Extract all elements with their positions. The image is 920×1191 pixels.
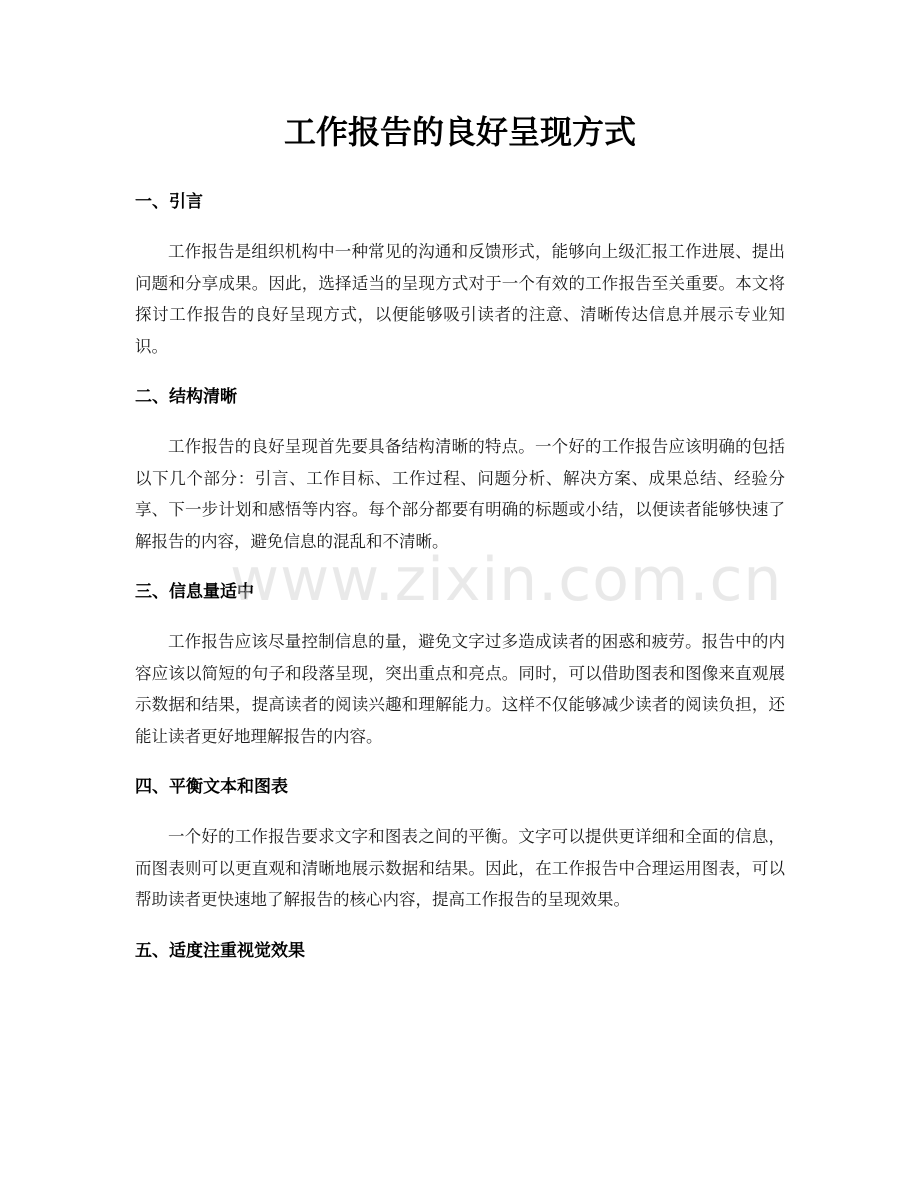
section-balance-text-charts	[135, 771, 785, 916]
section-heading: 五、适度注重视觉效果	[135, 940, 305, 961]
section-heading: 四、平衡文本和图表	[135, 777, 288, 797]
section-paragraph: 工作报告应该尽量控制信息的量，避免文字过多造成读者的困惑和疲劳。报告中的内容应该以简短的句子和段落呈现，突出重点和亮点。同时，可以借助图表和图像来直观展示数据和结果，提高读者的阅读兴趣和理解能力。这样不仅能够减少读者的阅读负担，还能让读者更好地理解报告的内容。	[135, 632, 785, 746]
section-heading: 三、信息量适中	[135, 582, 254, 602]
section-paragraph: 工作报告的良好呈现首先要具备结构清晰的特点。一个好的工作报告应该明确的包括以下几个部分：引言、工作目标、工作过程、问题分析、解决方案、成果总结、经验分享、下一步计划和感悟等内容。每个部分都要有明确的标题或小结，以便读者能够快速了解报告的内容，避免信息的混乱和不清晰。	[135, 437, 785, 551]
section-heading: 一、引言	[135, 192, 203, 212]
section-clear-structure	[135, 381, 785, 557]
section-moderate-information	[135, 576, 785, 752]
document-body	[135, 186, 785, 985]
document-title: 工作报告的良好呈现方式	[283, 113, 636, 151]
section-visual-effects	[135, 935, 785, 967]
section-introduction	[135, 186, 785, 362]
section-heading: 二、结构清晰	[135, 387, 237, 407]
watermark: www.zixin.com.cn	[230, 545, 783, 615]
section-paragraph: 一个好的工作报告要求文字和图表之间的平衡。文字可以提供更详细和全面的信息，而图表则可以更直观和清晰地展示数据和结果。因此，在工作报告中合理运用图表，可以帮助读者更快速地了解报告的核心内容，提高工作报告的呈现效果。	[135, 827, 785, 909]
section-paragraph: 工作报告是组织机构中一种常见的沟通和反馈形式，能够向上级汇报工作进展、提出问题和分享成果。因此，选择适当的呈现方式对于一个有效的工作报告至关重要。本文将探讨工作报告的良好呈现方式，以便能够吸引读者的注意、清晰传达信息并展示专业知识。	[135, 242, 785, 356]
